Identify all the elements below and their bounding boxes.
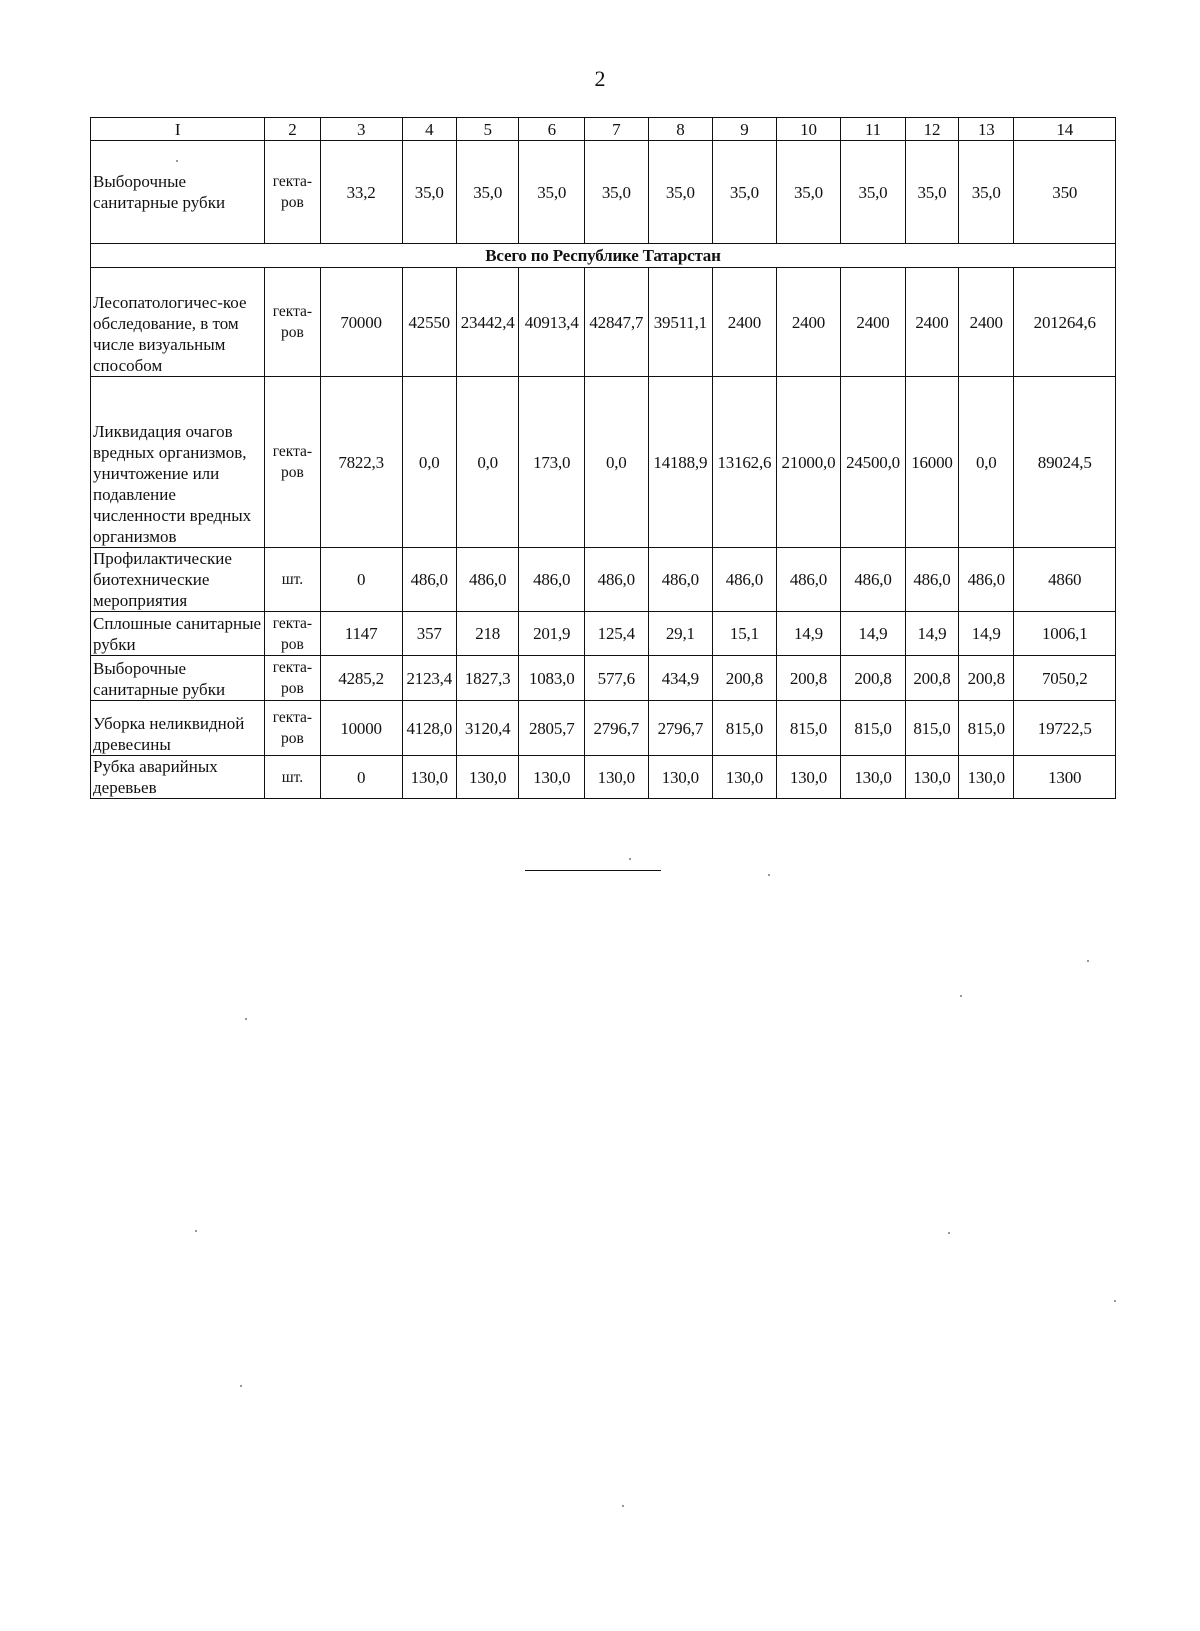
activity-name: Лесопатологичес-кое обследование, в том числе визуальным способом (91, 268, 265, 377)
scan-speck (1087, 960, 1089, 962)
value-cell: 23442,4 (456, 268, 519, 377)
value-cell: 200,8 (776, 656, 841, 701)
table-row (91, 268, 1116, 377)
value-cell: 1083,0 (519, 656, 585, 701)
value-cell: 33,2 (320, 141, 402, 244)
value-cell: 815,0 (713, 701, 777, 756)
value-cell: 70000 (320, 268, 402, 377)
column-number: 7 (585, 118, 649, 141)
value-cell: 130,0 (456, 756, 519, 799)
column-number: 10 (776, 118, 841, 141)
column-number: 12 (905, 118, 958, 141)
unit-label: ров (281, 730, 304, 747)
unit-label: ров (281, 194, 304, 211)
table-row (91, 701, 1116, 756)
value-cell: 35,0 (519, 141, 585, 244)
value-cell: 19722,5 (1014, 701, 1116, 756)
value-cell: 3120,4 (456, 701, 519, 756)
value-cell: 486,0 (713, 548, 777, 612)
table-row (91, 141, 1116, 244)
scan-speck (240, 1385, 242, 1387)
value-cell: 1827,3 (456, 656, 519, 701)
value-cell: 1006,1 (1014, 612, 1116, 656)
column-number-row (91, 118, 1116, 141)
activity-name: Уборка неликвидной древесины (91, 701, 265, 756)
value-cell: 0 (320, 548, 402, 612)
value-cell: 2805,7 (519, 701, 585, 756)
column-number: 6 (519, 118, 585, 141)
column-number: 13 (959, 118, 1014, 141)
unit-label: ров (281, 680, 304, 697)
value-cell: 486,0 (841, 548, 906, 612)
activity-name: Рубка аварийных деревьев (91, 756, 265, 799)
activity-name: Ликвидация очагов вредных организмов, уничтожение или подавление численности вредных организмов (91, 377, 265, 548)
value-cell: 24500,0 (841, 377, 906, 548)
value-cell: 815,0 (905, 701, 958, 756)
value-cell: 130,0 (648, 756, 713, 799)
value-cell: 35,0 (841, 141, 906, 244)
value-cell: 130,0 (841, 756, 906, 799)
column-number: 8 (648, 118, 713, 141)
activity-name: Выборочные санитарные рубки (91, 656, 265, 701)
value-cell: 0,0 (585, 377, 649, 548)
value-cell: 35,0 (959, 141, 1014, 244)
value-cell: 35,0 (713, 141, 777, 244)
table-row (91, 756, 1116, 799)
value-cell: 2123,4 (402, 656, 456, 701)
value-cell: 15,1 (713, 612, 777, 656)
value-cell: 35,0 (402, 141, 456, 244)
value-cell: 14,9 (905, 612, 958, 656)
page-number: 2 (594, 66, 606, 91)
value-cell: 0,0 (456, 377, 519, 548)
scan-speck (622, 1505, 624, 1507)
table-row (91, 612, 1116, 656)
unit-label: ров (281, 464, 304, 481)
value-cell: 29,1 (648, 612, 713, 656)
value-cell: 13162,6 (713, 377, 777, 548)
scan-speck (195, 1230, 197, 1232)
value-cell: 35,0 (648, 141, 713, 244)
activity-name: Выборочные санитарные рубки (91, 141, 265, 244)
activity-name: Профилактические биотехнические мероприятия (91, 548, 265, 612)
column-number: 11 (841, 118, 906, 141)
value-cell: 40913,4 (519, 268, 585, 377)
column-number: 2 (265, 118, 320, 141)
value-cell: 201,9 (519, 612, 585, 656)
value-cell: 486,0 (648, 548, 713, 612)
value-cell: 42847,7 (585, 268, 649, 377)
value-cell: 4285,2 (320, 656, 402, 701)
value-cell: 201264,6 (1014, 268, 1116, 377)
unit-cell (265, 268, 320, 377)
value-cell: 2400 (713, 268, 777, 377)
value-cell: 2400 (776, 268, 841, 377)
unit-cell (265, 701, 320, 756)
unit-label: ров (281, 324, 304, 341)
unit-label: шт. (281, 571, 304, 588)
section-title: Всего по Республике Татарстан (91, 244, 1116, 268)
value-cell: 125,4 (585, 612, 649, 656)
unit-cell (265, 548, 320, 612)
value-cell: 14188,9 (648, 377, 713, 548)
scan-speck (629, 858, 631, 860)
value-cell: 7050,2 (1014, 656, 1116, 701)
value-cell: 815,0 (841, 701, 906, 756)
value-cell: 434,9 (648, 656, 713, 701)
table-row (91, 656, 1116, 701)
unit-label: ров (281, 635, 304, 653)
value-cell: 14,9 (776, 612, 841, 656)
unit-cell (265, 377, 320, 548)
value-cell: 2400 (841, 268, 906, 377)
table-row (91, 548, 1116, 612)
forest-protection-table (90, 117, 1116, 799)
unit-label: гекта- (272, 659, 313, 676)
value-cell: 14,9 (959, 612, 1014, 656)
value-cell: 350 (1014, 141, 1116, 244)
value-cell: 815,0 (959, 701, 1014, 756)
value-cell: 21000,0 (776, 377, 841, 548)
value-cell: 173,0 (519, 377, 585, 548)
unit-cell (265, 656, 320, 701)
unit-cell (265, 141, 320, 244)
value-cell: 2400 (959, 268, 1014, 377)
value-cell: 200,8 (959, 656, 1014, 701)
value-cell: 89024,5 (1014, 377, 1116, 548)
column-number: I (91, 118, 265, 141)
value-cell: 486,0 (959, 548, 1014, 612)
value-cell: 2400 (905, 268, 958, 377)
unit-label: гекта- (272, 303, 313, 320)
value-cell: 39511,1 (648, 268, 713, 377)
scan-speck (948, 1232, 950, 1234)
value-cell: 486,0 (519, 548, 585, 612)
value-cell: 218 (456, 612, 519, 656)
unit-label: гекта- (272, 614, 313, 632)
value-cell: 14,9 (841, 612, 906, 656)
value-cell: 130,0 (776, 756, 841, 799)
value-cell: 10000 (320, 701, 402, 756)
scan-speck (1114, 1300, 1116, 1302)
value-cell: 0,0 (959, 377, 1014, 548)
value-cell: 35,0 (585, 141, 649, 244)
value-cell: 0 (320, 756, 402, 799)
scan-speck (245, 1018, 247, 1020)
value-cell: 486,0 (402, 548, 456, 612)
value-cell: 2796,7 (585, 701, 649, 756)
value-cell: 16000 (905, 377, 958, 548)
value-cell: 486,0 (776, 548, 841, 612)
value-cell: 130,0 (905, 756, 958, 799)
value-cell: 200,8 (841, 656, 906, 701)
value-cell: 130,0 (713, 756, 777, 799)
value-cell: 4860 (1014, 548, 1116, 612)
section-row (91, 244, 1116, 268)
value-cell: 35,0 (456, 141, 519, 244)
value-cell: 486,0 (905, 548, 958, 612)
value-cell: 200,8 (713, 656, 777, 701)
value-cell: 357 (402, 612, 456, 656)
value-cell: 815,0 (776, 701, 841, 756)
value-cell: 35,0 (776, 141, 841, 244)
scan-speck (768, 874, 770, 876)
table-row (91, 377, 1116, 548)
unit-label: шт. (281, 768, 304, 786)
value-cell: 1300 (1014, 756, 1116, 799)
value-cell: 130,0 (402, 756, 456, 799)
value-cell: 486,0 (456, 548, 519, 612)
value-cell: 4128,0 (402, 701, 456, 756)
unit-cell (265, 612, 320, 656)
value-cell: 577,6 (585, 656, 649, 701)
value-cell: 2796,7 (648, 701, 713, 756)
value-cell: 1147 (320, 612, 402, 656)
value-cell: 7822,3 (320, 377, 402, 548)
scan-speck (176, 160, 178, 162)
unit-label: гекта- (272, 173, 313, 190)
value-cell: 200,8 (905, 656, 958, 701)
column-number: 3 (320, 118, 402, 141)
column-number: 5 (456, 118, 519, 141)
end-of-table-rule (525, 870, 661, 871)
value-cell: 486,0 (585, 548, 649, 612)
value-cell: 130,0 (585, 756, 649, 799)
value-cell: 130,0 (959, 756, 1014, 799)
column-number: 4 (402, 118, 456, 141)
column-number: 9 (713, 118, 777, 141)
value-cell: 130,0 (519, 756, 585, 799)
column-number: 14 (1014, 118, 1116, 141)
value-cell: 35,0 (905, 141, 958, 244)
table-body (91, 118, 1116, 799)
activity-name: Сплошные санитарные рубки (91, 612, 265, 656)
unit-cell (265, 756, 320, 799)
unit-label: гекта- (272, 709, 313, 726)
scan-speck (960, 995, 962, 997)
value-cell: 42550 (402, 268, 456, 377)
unit-label: гекта- (272, 443, 313, 460)
value-cell: 0,0 (402, 377, 456, 548)
